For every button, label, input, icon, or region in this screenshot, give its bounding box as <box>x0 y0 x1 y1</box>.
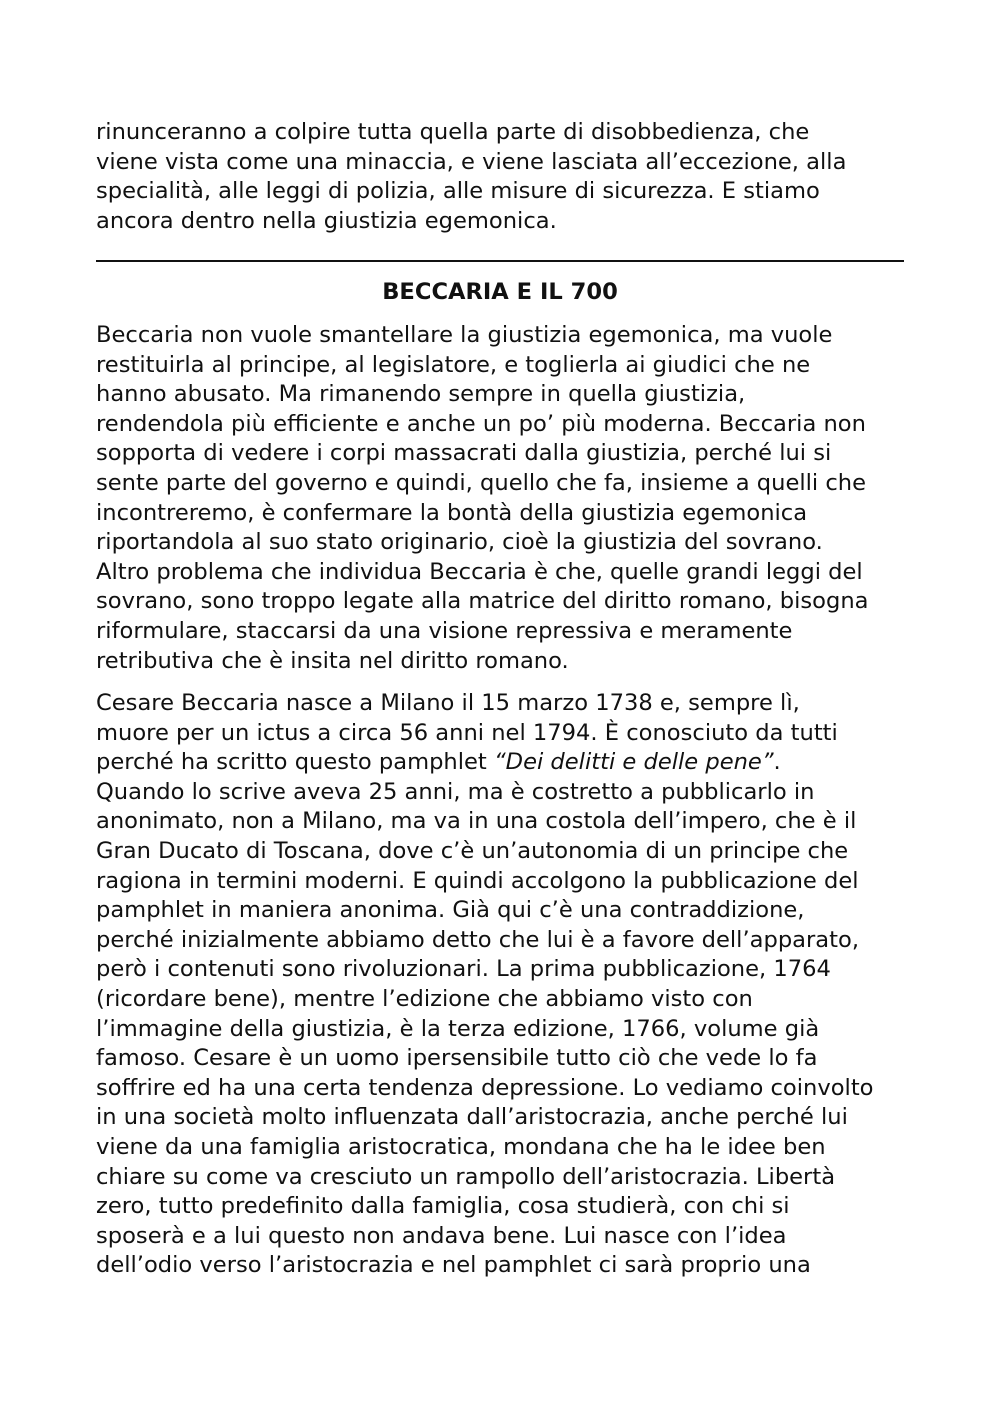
text-line: incontreremo, è confermare la bontà della giustizia egemonica <box>96 499 808 526</box>
text-fragment: perché ha scritto questo pamphlet <box>96 749 494 776</box>
text-line: sovrano, sono troppo legate alla matrice del diritto romano, bisogna <box>96 588 869 615</box>
text-line: però i contenuti sono rivoluzionari. La prima pubblicazione, 1764 <box>96 956 831 983</box>
book-title: “Dei delitti e delle pene” <box>493 749 774 776</box>
text-line: sente parte del governo e quindi, quello che fa, insieme a quelli che <box>96 469 867 496</box>
section-divider <box>96 260 904 262</box>
text-line: muore per un ictus a circa 56 anni nel 1794. È conosciuto da tutti <box>96 719 838 746</box>
text-line: chiare su come va cresciuto un rampollo dell’aristocrazia. Libertà <box>96 1163 836 1190</box>
paragraph-beccaria-intro <box>96 321 904 676</box>
text-line: soffrire ed ha una certa tendenza depressione. Lo vediamo coinvolto <box>96 1074 874 1101</box>
text-line: retributiva che è insita nel diritto romano. <box>96 647 569 674</box>
text-line: restituirla al principe, al legislatore, e toglierla ai giudici che ne <box>96 351 811 378</box>
text-line: Cesare Beccaria nasce a Milano il 15 marzo 1738 e, sempre lì, <box>96 690 800 717</box>
text-line: ancora dentro nella giustizia egemonica. <box>96 207 557 234</box>
text-line: dell’odio verso l’aristocrazia e nel pamphlet ci sarà proprio una <box>96 1252 811 1279</box>
text-line: Quando lo scrive aveva 25 anni, ma è costretto a pubblicarlo in <box>96 778 815 805</box>
text-line: in una società molto influenzata dall’aristocrazia, anche perché lui <box>96 1104 848 1131</box>
text-line: pamphlet in maniera anonima. Già qui c’è una contraddizione, <box>96 897 805 924</box>
text-line: l’immagine della giustizia, è la terza edizione, 1766, volume già <box>96 1015 820 1042</box>
section-title: BECCARIA E IL 700 <box>382 279 618 306</box>
text-line: anonimato, non a Milano, ma va in una costola dell’impero, che è il <box>96 808 857 835</box>
text-line: sposerà e a lui questo non andava bene. Lui nasce con l’idea <box>96 1222 787 1249</box>
text-fragment: . <box>773 749 781 776</box>
text-line: ragiona in termini moderni. E quindi accolgono la pubblicazione del <box>96 867 859 894</box>
text-line: rinunceranno a colpire tutta quella parte di disobbedienza, che <box>96 119 810 145</box>
text-line: riformulare, staccarsi da una visione repressiva e meramente <box>96 617 793 644</box>
text-line: perché inizialmente abbiamo detto che lui è a favore dell’apparato, <box>96 926 860 953</box>
text-line: sopporta di vedere i corpi massacrati dalla giustizia, perché lui si <box>96 440 832 467</box>
document-page <box>96 118 904 1281</box>
text-line: viene vista come una minaccia, e viene lasciata all’eccezione, alla <box>96 148 847 175</box>
text-line: riportandola al suo stato originario, cioè la giustizia del sovrano. <box>96 529 823 556</box>
text-line: rendendola più efficiente e anche un po’ più moderna. Beccaria non <box>96 410 866 437</box>
text-line: famoso. Cesare è un uomo ipersensibile tutto ciò che vede lo fa <box>96 1045 818 1072</box>
text-line: Gran Ducato di Toscana, dove c’è un’autonomia di un principe che <box>96 838 849 865</box>
text-line: zero, tutto predefinito dalla famiglia, cosa studierà, con chi si <box>96 1193 790 1220</box>
intro-paragraph <box>96 118 904 236</box>
text-line: hanno abusato. Ma rimanendo sempre in quella giustizia, <box>96 381 746 408</box>
paragraph-beccaria-biography <box>96 689 904 1281</box>
text-line <box>96 748 904 778</box>
text-line: (ricordare bene), mentre l’edizione che abbiamo visto con <box>96 986 753 1013</box>
text-line: viene da una famiglia aristocratica, mondana che ha le idee ben <box>96 1134 826 1160</box>
text-line: specialità, alle leggi di polizia, alle misure di sicurezza. E stiamo <box>96 178 820 205</box>
text-line: Beccaria non vuole smantellare la giustizia egemonica, ma vuole <box>96 321 833 348</box>
text-line: Altro problema che individua Beccaria è che, quelle grandi leggi del <box>96 558 863 585</box>
